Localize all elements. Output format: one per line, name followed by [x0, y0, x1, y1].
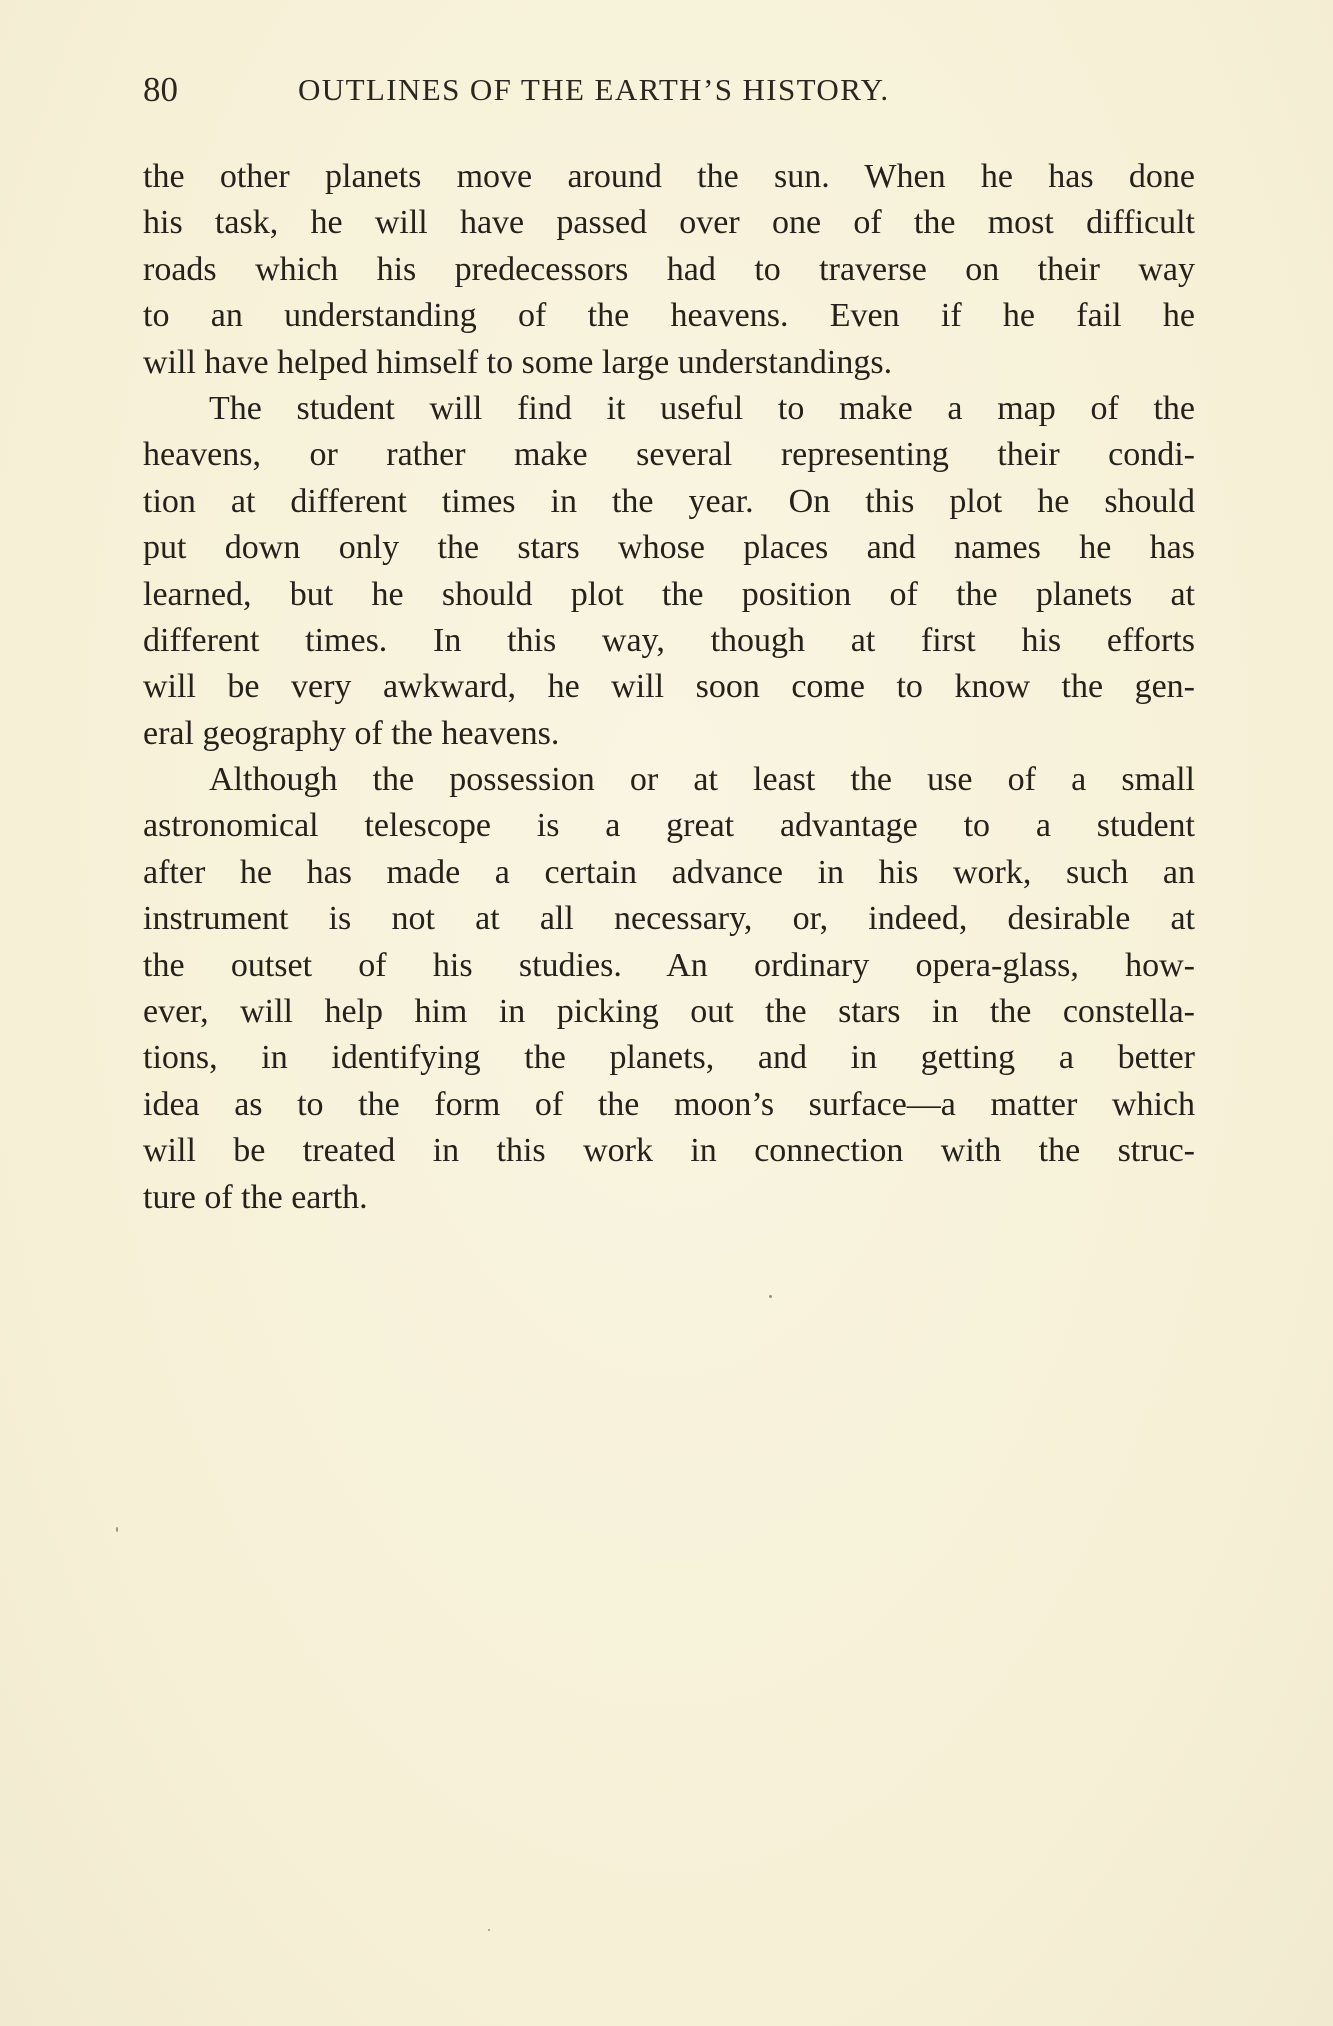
text-line: ture of the earth. — [143, 1178, 368, 1216]
text-line: will be treated in this work in connection with the struc- — [143, 1132, 1195, 1170]
text-line: his task, he will have passed over one of the most difficult — [143, 204, 1195, 242]
text-line: will have helped himself to some large understandings. — [143, 343, 893, 381]
text-line: tions, in identifying the planets, and in getting a better — [143, 1039, 1195, 1077]
text-line: different times. In this way, though at first his efforts — [143, 621, 1195, 659]
body-text — [143, 154, 1195, 1221]
text-line: astronomical telescope is a great advantage to a student — [143, 807, 1195, 845]
text-line: instrument is not at all necessary, or, indeed, desirable at — [143, 900, 1195, 938]
paragraph-1 — [143, 154, 1195, 386]
text-line: roads which his predecessors had to traverse on their way — [143, 250, 1195, 288]
text-line: idea as to the form of the moon’s surface—a matter which — [143, 1085, 1195, 1123]
text-line: put down only the stars whose places and names he has — [143, 529, 1195, 567]
text-line: heavens, or rather make several representing their condi- — [143, 436, 1195, 474]
text-line: the outset of his studies. An ordinary opera-glass, how- — [143, 946, 1195, 984]
text-line: after he has made a certain advance in his work, such an — [143, 853, 1195, 891]
running-head — [143, 68, 1195, 112]
text-line: Although the possession or at least the use of a small — [209, 761, 1195, 799]
text-line: ever, will help him in picking out the stars in the constella- — [143, 993, 1195, 1031]
text-line: to an understanding of the heavens. Even if he fail he — [143, 297, 1195, 335]
paper-speck — [488, 1929, 490, 1931]
text-line: tion at different times in the year. On this plot he should — [143, 482, 1195, 520]
text-line: eral geography of the heavens. — [143, 714, 560, 752]
paragraph-2 — [143, 386, 1195, 757]
page-number: 80 — [143, 70, 178, 109]
text-line: The student will find it useful to make a map of the — [209, 389, 1195, 427]
paper-speck — [769, 1295, 772, 1298]
text-line: learned, but he should plot the position of the planets at — [143, 575, 1195, 613]
running-title: OUTLINES OF THE EARTH’S HISTORY. — [298, 72, 890, 107]
paper-speck — [116, 1527, 118, 1532]
text-line: will be very awkward, he will soon come to know the gen- — [143, 668, 1195, 706]
text-line: the other planets move around the sun. When he has done — [143, 158, 1195, 195]
paragraph-3 — [143, 757, 1195, 1221]
